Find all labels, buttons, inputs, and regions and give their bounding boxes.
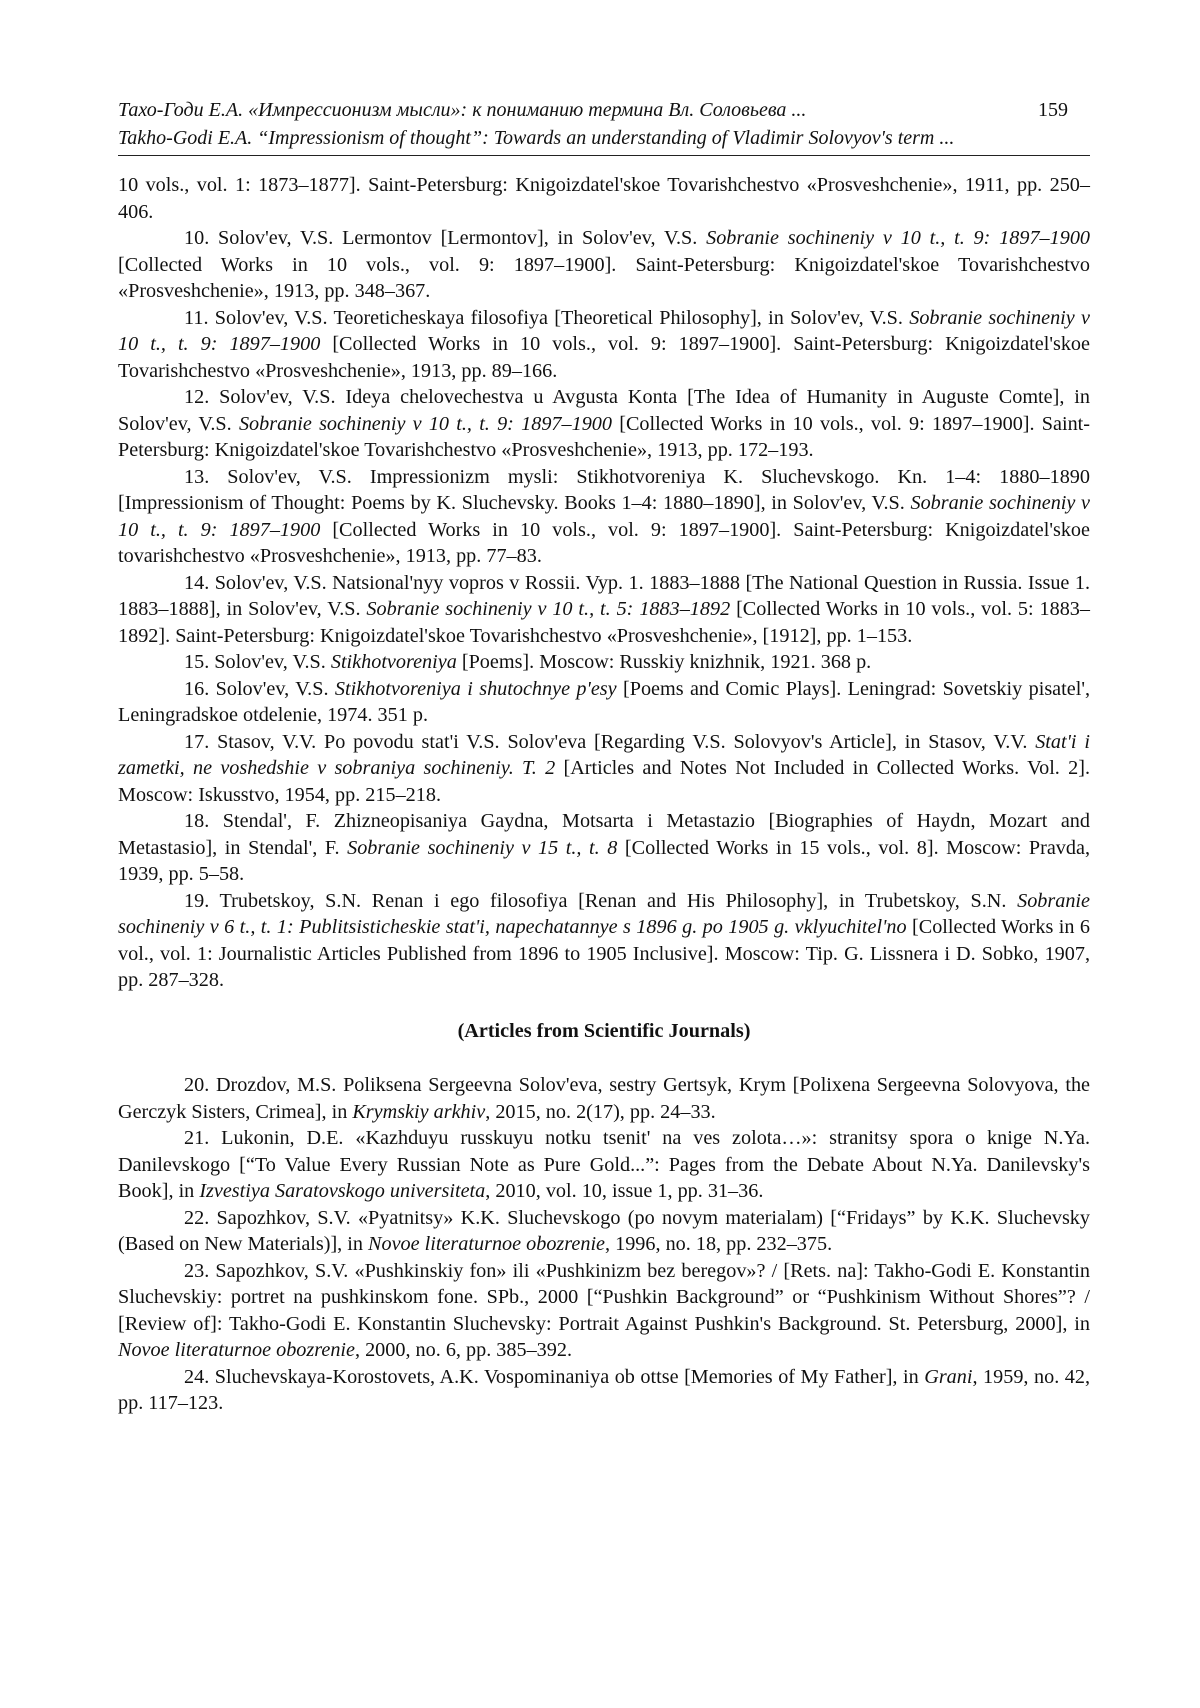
reference-item: 10 vols., vol. 1: 1873–1877]. Saint-Petersburg: Knigoizdatel'skoe Tovarishchestvo «Prosveshchenie», 1911, pp. 250–406. [118,174,1090,223]
reference-item: 22. Sapozhkov, S.V. «Pyatnitsy» K.K. Sluchevskogo (po novym materialam) [“Fridays” by K.K. Sluchevsky (Based on New Materials)], in Novoe literaturnoe obozrenie, 1996, no. 18, pp. 232–375. [118,1206,1090,1255]
section-heading: (Articles from Scientific Journals) [457,1019,751,1042]
running-header [118,96,1090,156]
reference-list [118,172,1090,1417]
reference-item: 14. Solov'ev, V.S. Natsional'nyy vopros v Rossii. Vyp. 1. 1883–1888 [The National Question in Russia. Issue 1. 1883–1888], in Solov'ev, V.S. Sobranie sochineniy v 10 t., t. 5: 1883–1892 [Collected Works in 10 vols., vol. 5: 1883–1892]. Saint-Petersburg: Knigoizdatel'skoe Tovarishchestvo «Prosveshchenie», [1912], pp. 1–153. [118,571,1090,647]
reference-item: 16. Solov'ev, V.S. Stikhotvoreniya i shutochnye p'esy [Poems and Comic Plays]. Leningrad: Sovetskiy pisatel', Leningradskoe otdelenie, 1974. 351 p. [118,677,1090,726]
reference-item: 18. Stendal', F. Zhizneopisaniya Gaydna, Motsarta i Metastazio [Biographies of Haydn, Mozart and Metastasio], in Stendal', F. Sobranie sochineniy v 15 t., t. 8 [Collected Works in 15 vols., vol. 8]. Moscow: Pravda, 1939, pp. 5–58. [118,810,1090,885]
header-russian-text: Тахо-Годи Е.А. «Импрессионизм мысли»: к пониманию термина Вл. Соловьева ... [118,99,807,121]
reference-item: 13. Solov'ev, V.S. Impressionizm mysli: Stikhotvoreniya K. Sluchevskogo. Kn. 1–4: 1880–1890 [Impressionism of Thought: Poems by K. Sluchevsky. Books 1–4: 1880–1890], in Solov'ev, V.S. Sobranie sochineniy v 10 t., t. 9: 1897–1900 [Collected Works in 10 vols., vol. 9: 1897–1900]. Saint-Petersburg: Knigoizdatel'skoe tovarishchestvo «Prosveshchenie», 1913, pp. 77–83. [118,465,1090,567]
reference-item: 17. Stasov, V.V. Po povodu stat'i V.S. Solov'eva [Regarding V.S. Solovyov's Article], in Stasov, V.V. Stat'i i zametki, ne voshedshie v sobraniya sochineniy. T. 2 [Articles and Notes Not Included in Collected Works. Vol. 2]. Moscow: Iskusstvo, 1954, pp. 215–218. [118,730,1090,806]
reference-item: 11. Solov'ev, V.S. Teoreticheskaya filosofiya [Theoretical Philosophy], in Solov'ev, V.S. Sobranie sochineniy v 10 t., t. 9: 1897–1900 [Collected Works in 10 vols., vol. 9: 1897–1900]. Saint-Petersburg: Knigoizdatel'skoe Tovarishchestvo «Prosveshchenie», 1913, pp. 89–166. [118,306,1090,382]
reference-item: 21. Lukonin, D.E. «Kazhduyu russkuyu notku tsenit' na ves zolota…»: stranitsy spora o knige N.Ya. Danilevskogo [“To Value Every Russian Note as Pure Gold...”: Pages from the Debate About N.Ya. Danilevsky's Book], in Izvestiya Saratovskogo universiteta, 2010, vol. 10, issue 1, pp. 31–36. [118,1127,1090,1202]
reference-item: 24. Sluchevskaya-Korostovets, A.K. Vospominaniya ob ottse [Memories of My Father], in Grani, 1959, no. 42, pp. 117–123. [118,1365,1091,1414]
reference-item: 15. Solov'ev, V.S. Stikhotvoreniya [Poems]. Moscow: Russkiy knizhnik, 1921. 368 p. [184,651,872,673]
reference-item: 20. Drozdov, M.S. Poliksena Sergeevna Solov'eva, sestry Gertsyk, Krym [Polixena Sergeevna Solovyova, the Gerczyk Sisters, Crimea], in Krymskiy arkhiv, 2015, no. 2(17), pp. 24–33. [118,1074,1090,1123]
header-russian [118,96,1090,124]
reference-item: 23. Sapozhkov, S.V. «Pushkinskiy fon» ili «Pushkinizm bez beregov»? / [Rets. na]: Takho-Godi E. Konstantin Sluchevskiy: portret na pushkinskom fone. SPb., 2000 [“Pushkin Background” or “Pushkinism Without Shores”? / [Review of]: Takho-Godi E. Konstantin Sluchevsky: Portrait Against Pushkin's Background. St. Petersburg, 2000], in Novoe literaturnoe obozrenie, 2000, no. 6, pp. 385–392. [118,1259,1090,1361]
reference-item: 19. Trubetskoy, S.N. Renan i ego filosofiya [Renan and His Philosophy], in Trubetskoy, S.N. Sobranie sochineniy v 6 t., t. 1: Publitsisticheskie stat'i, napechatannye s 1896 g. po 1905 g. vklyuchitel'no [Collected Works in 6 vol., vol. 1: Journalistic Articles Published from 1896 to 1905 Inclusive]. Moscow: Tip. G. Lissnera i D. Sobko, 1907, pp. 287–328. [118,889,1090,991]
reference-item: 12. Solov'ev, V.S. Ideya chelovechestva u Avgusta Konta [The Idea of Humanity in Auguste Comte], in Solov'ev, V.S. Sobranie sochineniy v 10 t., t. 9: 1897–1900 [Collected Works in 10 vols., vol. 9: 1897–1900]. Saint-Petersburg: Knigoizdatel'skoe Tovarishchestvo «Prosveshchenie», 1913, pp. 172–193. [118,386,1091,461]
page-number: 159 [1038,99,1068,121]
header-english: Takho-Godi E.A. “Impressionism of thought”: Towards an understanding of Vladimir Solovyov's term ... [118,127,955,149]
reference-item: 10. Solov'ev, V.S. Lermontov [Lermontov], in Solov'ev, V.S. Sobranie sochineniy v 10 t., t. 9: 1897–1900 [Collected Works in 10 vols., vol. 9: 1897–1900]. Saint-Petersburg: Knigoizdatel'skoe Tovarishchestvo «Prosveshchenie», 1913, pp. 348–367. [118,227,1091,302]
page [118,96,1090,1417]
